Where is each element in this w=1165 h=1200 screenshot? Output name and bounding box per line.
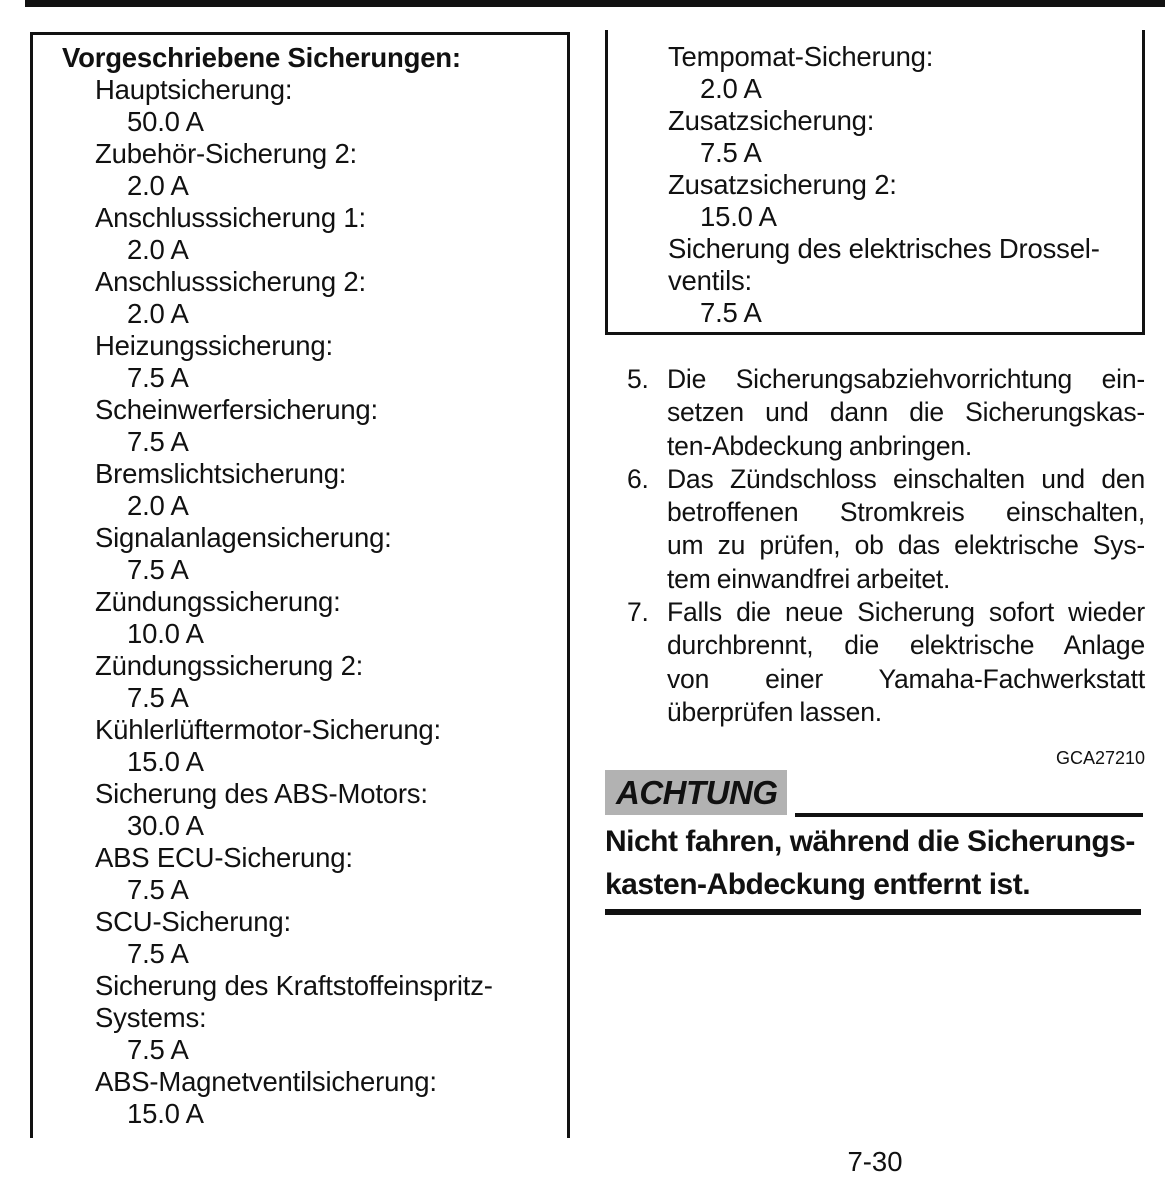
fuse-name-line: Zubehör-Sicherung 2: — [95, 138, 357, 169]
step-number: 6. — [627, 463, 649, 494]
fuse-name-line: Zusatzsicherung 2: — [668, 169, 897, 200]
fuse-amperage: 7.5 A — [127, 938, 189, 969]
step-line: Das Zündschloss einschalten und den — [667, 463, 1145, 494]
instruction-step — [605, 363, 1145, 463]
fuse-name-line: Sicherung des ABS-Motors: — [95, 778, 428, 809]
fuse-amperage: 7.5 A — [127, 554, 189, 585]
step-text — [667, 463, 1145, 596]
caution-header-rule — [795, 813, 1143, 817]
reference-code: GCA27210 — [1055, 748, 1145, 768]
fuse-amperage: 2.0 A — [127, 170, 189, 201]
fuse-amperage: 15.0 A — [127, 746, 204, 777]
warning-text-line: Nicht fahren, während die Sicherungs- — [605, 825, 1135, 858]
step-line: betroffenen Stromkreis einschalten, — [667, 497, 1145, 528]
fuse-list-left — [62, 74, 559, 1130]
fuse-amperage: 7.5 A — [700, 297, 762, 328]
fuse-list-title: Vorgeschriebene Sicherungen: — [62, 42, 461, 73]
fuse-name-line: Anschlusssicherung 1: — [95, 202, 366, 233]
instruction-step — [605, 463, 1145, 596]
step-text — [667, 363, 1145, 463]
fuse-name-line: Zusatzsicherung: — [668, 105, 875, 136]
fuse-amperage: 2.0 A — [127, 234, 189, 265]
step-line: Die Sicherungsabziehvorrichtung ein- — [667, 364, 1145, 394]
fuse-name-line: ABS ECU-Sicherung: — [95, 842, 353, 873]
caution-text — [605, 820, 1150, 906]
instruction-step — [605, 596, 1145, 729]
fuse-amperage: 7.5 A — [127, 874, 189, 905]
caution-badge: ACHTUNG — [605, 770, 787, 815]
fuse-name-line: Signalanlagensicherung: — [95, 522, 392, 553]
step-number: 5. — [627, 364, 649, 394]
fuse-amperage: 2.0 A — [127, 490, 189, 521]
fuse-name-line: Kühlerlüftermotor-Sicherung: — [95, 714, 441, 745]
fuse-specifications-box-right — [605, 30, 1145, 335]
fuse-amperage: 7.5 A — [127, 682, 189, 713]
fuse-amperage: 15.0 A — [700, 201, 777, 232]
fuse-amperage: 10.0 A — [127, 618, 204, 649]
fuse-amperage: 2.0 A — [127, 298, 189, 329]
step-line: um zu prüfen, ob das elektrische Sys- — [667, 530, 1145, 561]
warning-text-line: kasten-Abdeckung entfernt ist. — [605, 868, 1031, 901]
fuse-amperage: 7.5 A — [127, 1034, 189, 1065]
caution-bottom-rule — [605, 909, 1141, 915]
fuse-name-line: Zündungssicherung 2: — [95, 650, 364, 681]
fuse-name-line: ABS-Magnetventilsicherung: — [95, 1066, 437, 1097]
fuse-amperage: 15.0 A — [127, 1098, 204, 1129]
step-line: durchbrennt, die elektrische Anlage — [667, 630, 1145, 661]
fuse-amperage: 7.5 A — [700, 137, 762, 168]
fuse-name-line: Hauptsicherung: — [95, 74, 293, 105]
step-number: 7. — [627, 597, 649, 628]
fuse-name-line: Tempomat-Sicherung: — [668, 41, 934, 72]
fuse-name-line: Sicherung des elektrisches Drossel- — [668, 233, 1100, 264]
instruction-step-list — [605, 363, 1145, 729]
fuse-amperage: 2.0 A — [700, 73, 762, 104]
page-header-rule — [25, 0, 1165, 7]
page-number: 7-30 — [847, 1146, 903, 1177]
fuse-name-line: Heizungssicherung: — [95, 330, 333, 361]
step-line: von einer Yamaha-Fachwerkstatt — [667, 663, 1145, 694]
fuse-name-line: ventils: — [668, 265, 752, 296]
fuse-name-line: Sicherung des Kraftstoffeinspritz- — [95, 970, 493, 1001]
fuse-amperage: 7.5 A — [127, 362, 189, 393]
step-text — [667, 596, 1145, 729]
fuse-name-line: Systems: — [95, 1002, 207, 1033]
fuse-name-line: Anschlusssicherung 2: — [95, 266, 366, 297]
step-line: überprüfen lassen. — [667, 696, 882, 727]
step-line: tem einwandfrei arbeitet. — [667, 563, 951, 594]
fuse-name-line: Bremslichtsicherung: — [95, 458, 347, 489]
fuse-name-line: SCU-Sicherung: — [95, 906, 291, 937]
fuse-list-right — [668, 41, 1134, 329]
fuse-specifications-box-left — [30, 32, 570, 1138]
fuse-name-line: Scheinwerfersicherung: — [95, 394, 378, 425]
fuse-amperage: 7.5 A — [127, 426, 189, 457]
step-line: Falls die neue Sicherung sofort wieder — [667, 597, 1145, 628]
step-line: setzen und dann die Sicherungskas- — [667, 397, 1145, 428]
fuse-amperage: 50.0 A — [127, 106, 204, 137]
step-line: ten-Abdeckung anbringen. — [667, 430, 973, 461]
fuse-name-line: Zündungssicherung: — [95, 586, 341, 617]
fuse-amperage: 30.0 A — [127, 810, 204, 841]
